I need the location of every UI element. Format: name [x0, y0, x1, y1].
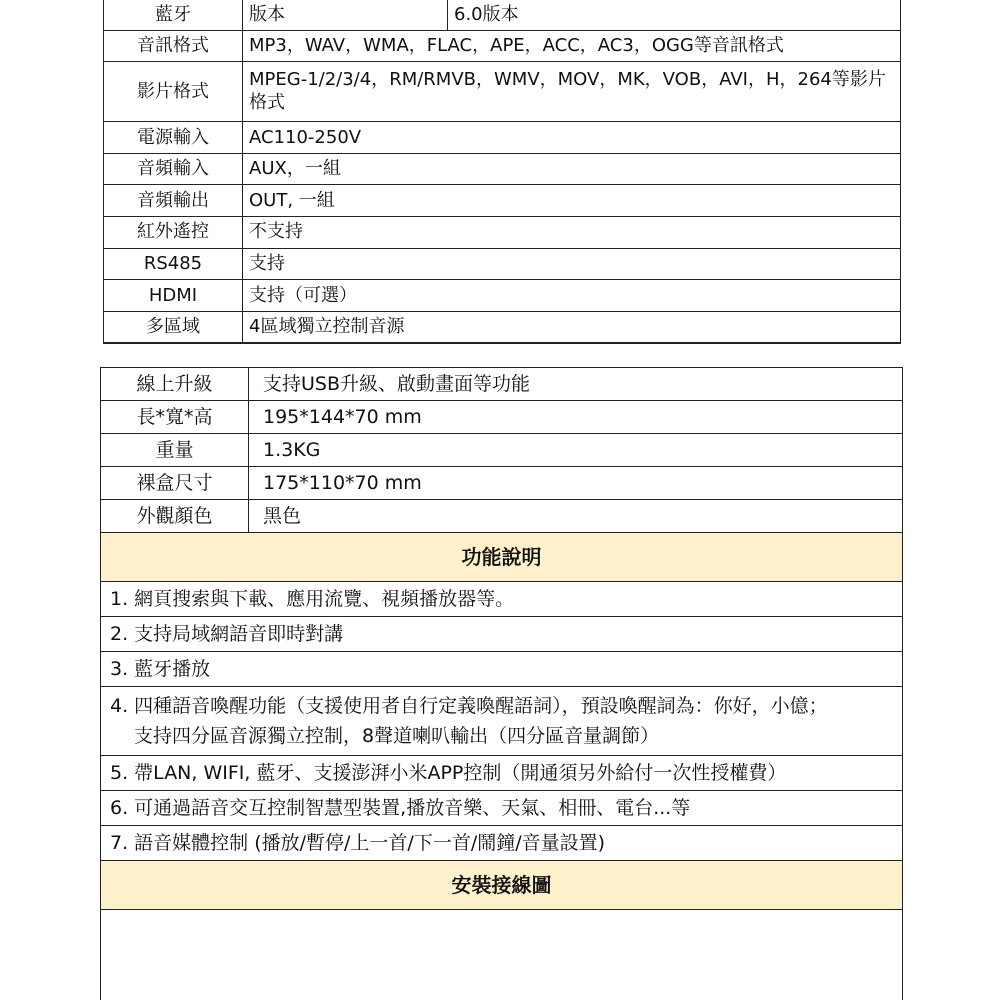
spec-label: HDMI: [104, 280, 243, 312]
features-heading-row: [101, 533, 903, 582]
feature-text: 7. 語音媒體控制 (播放/暫停/上一首/下一首/鬧鐘/音量設置): [101, 826, 903, 861]
spec-label: 外觀顏色: [101, 500, 249, 533]
spec-row-hdmi: [104, 280, 901, 312]
spec-value: 1.3KG: [249, 434, 903, 467]
spec-label: 重量: [101, 434, 249, 467]
spec-value: 6.0版本: [448, 0, 901, 30]
feature-text-multiline: [101, 687, 903, 756]
spec-value: 不支持: [243, 216, 901, 248]
feature-item: [101, 582, 903, 617]
spec-value: 4區域獨立控制音源: [243, 311, 901, 343]
spec-row-video-format: [104, 62, 901, 122]
spec-value: OUT, 一組: [243, 185, 901, 217]
wiring-diagram-blank: [101, 910, 903, 1000]
feature-line-continued: 支持四分區音源獨立控制，8聲道喇叭輸出（四分區音量調節）: [134, 725, 660, 747]
spec-row-multi-zone: [104, 311, 901, 343]
spec-row-audio-format: [104, 30, 901, 62]
spec-row-color: [101, 500, 903, 533]
spec-label: 線上升級: [101, 368, 249, 401]
feature-text: 5. 帶LAN, WIFI, 藍牙、支援澎湃小米APP控制（開通須另外給付一次性授權費）: [101, 756, 903, 791]
spec-value: MP3，WAV，WMA，FLAC，APE，ACC，AC3，OGG等音訊格式: [243, 30, 901, 62]
wiring-heading: 安裝接線圖: [101, 861, 903, 910]
feature-text: 3. 藍牙播放: [101, 652, 903, 687]
spec-label: RS485: [104, 248, 243, 280]
spec-row-box-size: [101, 467, 903, 500]
spec-value: AUX，一組: [243, 153, 901, 185]
spec-row-audio-in: [104, 153, 901, 185]
spec-label: 紅外遙控: [104, 216, 243, 248]
spec-value: MPEG-1/2/3/4，RM/RMVB，WMV，MOV，MK，VOB，AVI，H，264等影片格式: [243, 62, 901, 122]
feature-item: [101, 652, 903, 687]
feature-line: 4. 四種語音喚醒功能（支援使用者自行定義喚醒語詞），預設喚醒詞為：你好，小億；: [110, 695, 828, 717]
feature-text: 2. 支持局域網語音即時對講: [101, 617, 903, 652]
spec-label: 裸盒尺寸: [101, 467, 249, 500]
spec-row-rs485: [104, 248, 901, 280]
spec-label: 音訊格式: [104, 30, 243, 62]
wiring-diagram-area: [101, 910, 903, 1000]
spec-value: 黑色: [249, 500, 903, 533]
spec-feature-table: [100, 367, 903, 1000]
spec-label: 長*寬*高: [101, 401, 249, 434]
spec-value: 175*110*70 mm: [249, 467, 903, 500]
spec-row-power: [104, 122, 901, 154]
feature-item: [101, 826, 903, 861]
feature-item: [101, 617, 903, 652]
spec-table: [103, 0, 901, 344]
spec-sub-label: 版本: [243, 0, 448, 30]
feature-text: 6. 可通過語音交互控制智慧型裝置,播放音樂、天氣、相冊、電台...等: [101, 791, 903, 826]
spec-value: 支持USB升級、啟動畫面等功能: [249, 368, 903, 401]
feature-item: [101, 687, 903, 756]
spec-row-ir-remote: [104, 216, 901, 248]
features-heading: 功能說明: [101, 533, 903, 582]
feature-item: [101, 791, 903, 826]
spec-label: 音頻輸出: [104, 185, 243, 217]
wiring-heading-row: [101, 861, 903, 910]
spec-row-bluetooth: [104, 0, 901, 30]
spec-row-weight: [101, 434, 903, 467]
feature-item: [101, 756, 903, 791]
spec-label: 電源輸入: [104, 122, 243, 154]
spec-label: 藍牙: [104, 0, 243, 30]
spec-row-audio-out: [104, 185, 901, 217]
spec-value: AC110-250V: [243, 122, 901, 154]
spec-row-online-upgrade: [101, 368, 903, 401]
feature-text: 1. 網頁搜索與下載、應用流覽、視頻播放器等。: [101, 582, 903, 617]
spec-value: 支持: [243, 248, 901, 280]
spec-row-dimensions: [101, 401, 903, 434]
spec-value: 支持（可選）: [243, 280, 901, 312]
spec-label: 音頻輸入: [104, 153, 243, 185]
spec-value: 195*144*70 mm: [249, 401, 903, 434]
spec-label: 多區域: [104, 311, 243, 343]
spec-label: 影片格式: [104, 62, 243, 122]
